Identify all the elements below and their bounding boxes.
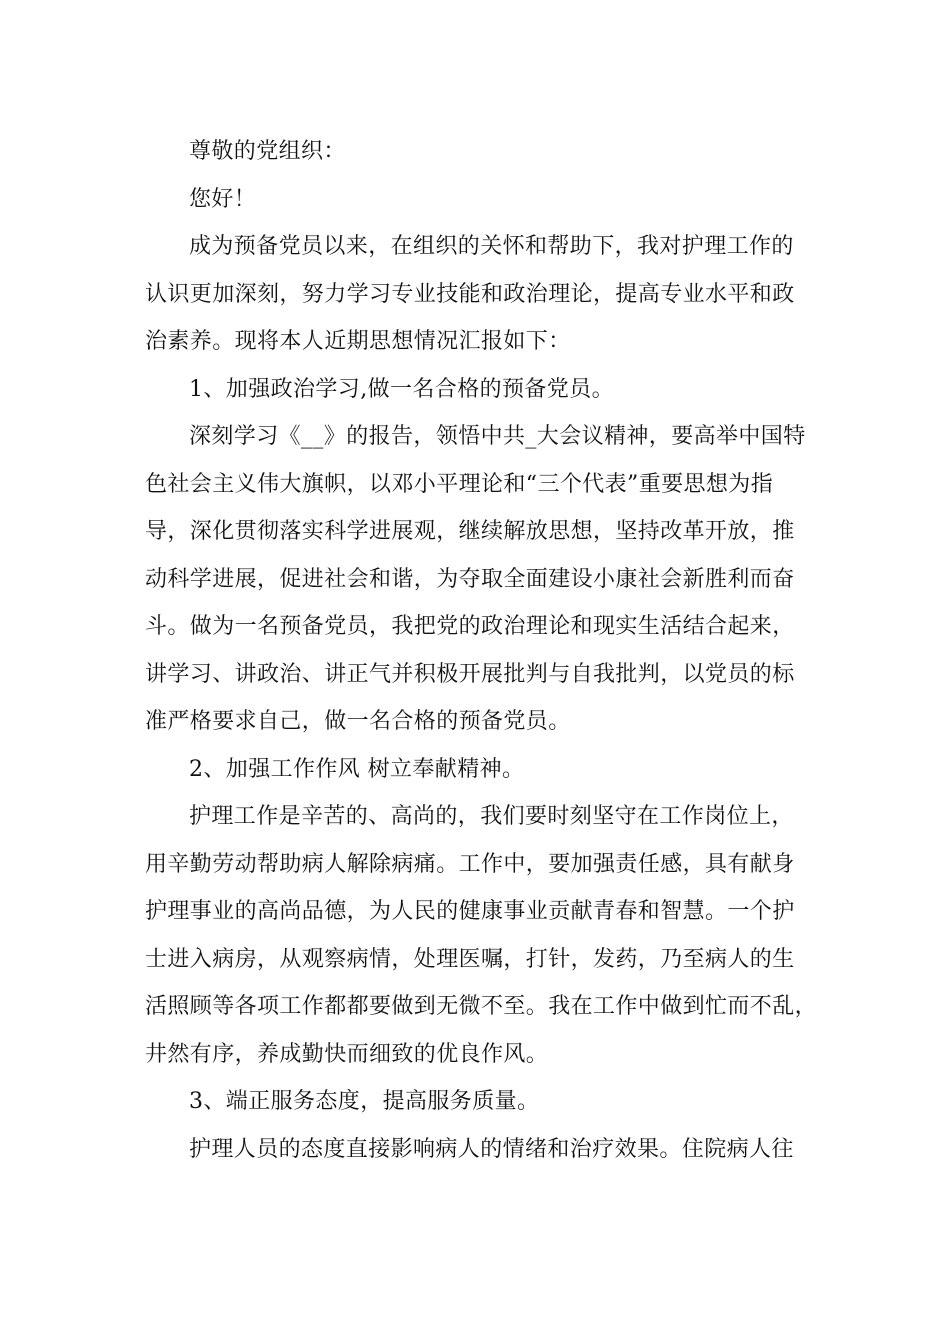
paragraph-line: 准严格要求自己，做一名合格的预备党员。: [145, 709, 571, 734]
salutation: 尊敬的党组织：: [189, 139, 346, 164]
paragraph-line: 斗。做为一名预备党员，我把党的政治理论和现实生活结合起来，: [145, 614, 795, 639]
paragraph-line: 动科学进展，促进社会和谐，为夺取全面建设小康社会新胜利而奋: [145, 566, 795, 592]
paragraph-line: 护理工作是辛苦的、高尚的，我们要时刻坚守在工作岗位上，: [189, 804, 794, 829]
paragraph-line: 讲学习、讲政治、讲正气并积极开展批判与自我批判，以党员的标: [145, 661, 795, 687]
paragraph-line: 用辛勤劳动帮助病人解除病痛。工作中，要加强责任感，具有献身: [145, 851, 795, 877]
paragraph-line: 深刻学习《__》的报告，领悟中共_大会议精神，要高举中国特: [189, 424, 806, 449]
section-heading: 3、端正服务态度，提高服务质量。: [189, 1089, 540, 1114]
section-heading: 1、加强政治学习,做一名合格的预备党员。: [189, 376, 614, 402]
paragraph-line: 色社会主义伟大旗帜，以邓小平理论和“三个代表”重要思想为指: [145, 471, 774, 497]
greeting: 您好！: [189, 186, 257, 212]
paragraph-line: 认识更加深刻，努力学习专业技能和政治理论，提高专业水平和政: [145, 281, 795, 307]
paragraph-line: 导，深化贯彻落实科学进展观，继续解放思想，坚持改革开放，推: [145, 519, 795, 544]
document-body: [145, 128, 820, 1173]
paragraph-line: 士进入病房，从观察病情，处理医嘱，打针，发药，乃至病人的生: [145, 946, 795, 972]
section-heading: 2、加强工作作风 树立奉献精神。: [189, 756, 525, 782]
paragraph-line: 护理事业的高尚品德，为人民的健康事业贡献青春和智慧。一个护: [145, 899, 795, 924]
paragraph-line: 成为预备党员以来，在组织的关怀和帮助下，我对护理工作的: [189, 234, 794, 259]
paragraph-line: 治素养。现将本人近期思想情况汇报如下：: [145, 329, 571, 354]
paragraph-line: 护理人员的态度直接影响病人的情绪和治疗效果。住院病人往: [189, 1136, 794, 1162]
paragraph-line: 活照顾等各项工作都都要做到无微不至。我在工作中做到忙而不乱，: [145, 994, 818, 1019]
paragraph-line: 井然有序，养成勤快而细致的优良作风。: [145, 1041, 549, 1067]
